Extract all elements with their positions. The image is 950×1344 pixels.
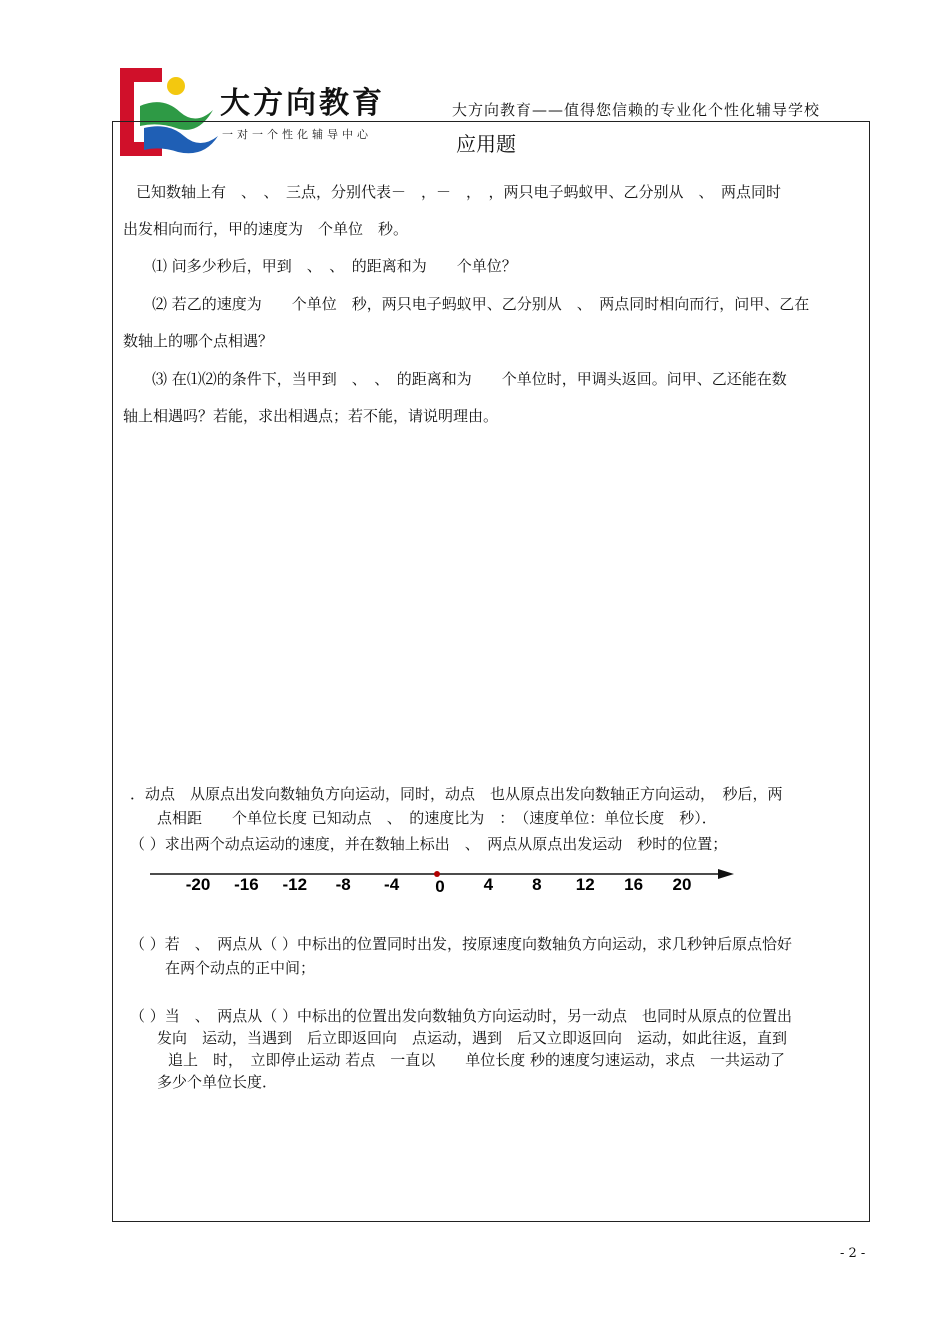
problem1-line: ⑶ 在⑴⑵的条件下，当甲到 、 、 的距离和为 个单位时，甲调头返回。问甲、乙还能在数 xyxy=(152,370,787,388)
problem2-line: 在两个动点的正中间； xyxy=(165,959,316,977)
number-line-tick-label: 8 xyxy=(532,875,542,894)
problem2-line: 发向 运动，当遇到 后立即返回向 点运动，遇到 后又立即返回向 运动，如此往返，直到 xyxy=(157,1029,788,1047)
problem1-line: ⑵ 若乙的速度为 个单位 秒，两只电子蚂蚁甲、乙分别从 、 两点同时相向而行，问甲、乙在 xyxy=(152,295,810,313)
problem1-line: 轴上相遇吗？若能，求出相遇点；若不能，请说明理由。 xyxy=(123,407,499,425)
number-line xyxy=(150,862,740,902)
origin-point xyxy=(434,871,440,877)
page-number: - 2 - xyxy=(840,1246,866,1261)
number-line-tick-label: 0 xyxy=(435,877,445,896)
problem1-line: 数轴上的哪个点相遇？ xyxy=(123,332,274,350)
problem1-line: 已知数轴上有 、 、 三点，分别代表－ ，－ ， ，两只电子蚂蚁甲、乙分别从 、 两点同时 xyxy=(136,183,782,201)
page-title: 应用题 xyxy=(456,132,516,156)
number-line-tick-label: -16 xyxy=(234,875,259,894)
arrow-right-icon xyxy=(718,869,734,879)
number-line-tick-label: -12 xyxy=(282,875,308,894)
problem1-line: 出发相向而行，甲的速度为 个单位 秒。 xyxy=(123,220,409,238)
number-line-tick-label: -8 xyxy=(335,875,351,894)
problem2-line: （ ）求出两个动点运动的速度，并在数轴上标出 、 两点从原点出发运动 秒时的位置； xyxy=(130,835,728,853)
problem2-line: 点相距 个单位长度 已知动点 、 的速度比为 ： （速度单位：单位长度 秒）． xyxy=(157,809,717,827)
logo-name: 大方向教育 xyxy=(220,86,385,121)
problem2-line: （ ）若 、 两点从（ ）中标出的位置同时出发，按原速度向数轴负方向运动，求几秒钟后原点恰好 xyxy=(130,935,793,953)
problem1-line: ⑴ 问多少秒后，甲到 、 、 的距离和为 个单位？ xyxy=(152,257,517,275)
logo-subtitle: 一对一个性化辅导中心 xyxy=(222,128,372,141)
number-line-tick-label: 16 xyxy=(624,875,644,894)
number-line-tick-label: 12 xyxy=(575,875,595,894)
problem2-line: 追上 时， 立即停止运动 若点 一直以 单位长度 秒的速度匀速运动，求点 一共运动了 xyxy=(168,1051,786,1069)
problem2-line: ．动点 从原点出发向数轴负方向运动，同时，动点 也从原点出发向数轴正方向运动， 秒后，两 xyxy=(130,785,783,803)
header-slogan: 大方向教育——值得您信赖的专业化个性化辅导学校 xyxy=(452,101,821,119)
problem2-line: 多少个单位长度． xyxy=(157,1073,278,1091)
number-line-tick-label: -4 xyxy=(384,875,400,894)
problem2-line: （ ）当 、 两点从（ ）中标出的位置出发向数轴负方向运动时，另一动点 也同时从原点的位置出 xyxy=(130,1007,793,1025)
number-line-tick-label: 20 xyxy=(672,875,692,894)
number-line-tick-label: 4 xyxy=(483,875,494,894)
number-line-tick-label: -20 xyxy=(185,875,211,894)
